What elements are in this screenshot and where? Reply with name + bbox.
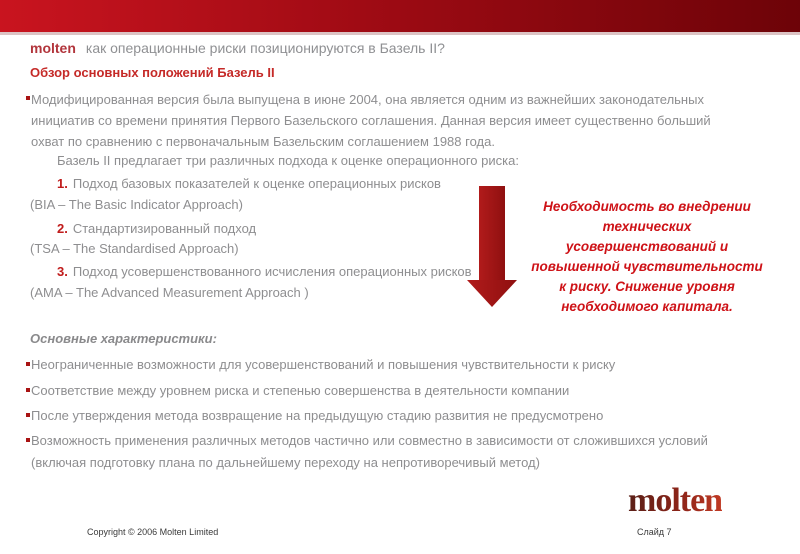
approach-name: Подход базовых показателей к оценке операционных рисков (72, 176, 441, 191)
callout-line: Необходимость во внедрении (543, 199, 751, 214)
characteristic-item: После утверждения метода возвращение на предыдущую стадию развития не предусмотрено (31, 405, 749, 427)
slide-number: Слайд 7 (637, 527, 672, 537)
callout-line: к риску. Снижение уровня (559, 279, 735, 294)
callout-line: необходимого капитала. (561, 299, 733, 314)
callout-text (510, 197, 784, 317)
header-bar (0, 0, 800, 32)
approach-abbr-3: (AMA – The Advanced Measurement Approach ) (30, 285, 309, 300)
copyright-text: Copyright © 2006 Molten Limited (87, 527, 219, 537)
molten-logo: molten (628, 482, 723, 519)
characteristic-item: Неограниченные возможности для усовершенствований и повышения чувствительности к риску (31, 354, 749, 376)
approach-abbr-1: (BIA – The Basic Indicator Approach) (30, 197, 243, 212)
approaches-lead: Базель II предлагает три различных подхода к оценке операционного риска: (57, 153, 519, 168)
brand-name: molten (30, 40, 76, 56)
callout-line: технических (602, 219, 692, 234)
approach-name: Подход усовершенствованного исчисления операционных рисков (72, 264, 472, 279)
characteristic-item: Соответствие между уровнем риска и степенью совершенства в деятельности компании (31, 380, 749, 402)
callout-line: усовершенствований и (565, 239, 729, 254)
approach-number: 1. (57, 176, 68, 191)
characteristic-item: Возможность применения различных методов частично или совместно в зависимости от сложившихся условий (включая подготовку плана по дальнейшему переходу на непротиворечивый метод) (31, 430, 749, 474)
approach-item-3 (57, 264, 472, 279)
approach-abbr-2: (TSA – The Standardised Approach) (30, 241, 239, 256)
approach-number: 2. (57, 221, 68, 236)
approach-name: Стандартизированный подход (72, 221, 257, 236)
approach-number: 3. (57, 264, 68, 279)
header-bar-underline (0, 32, 800, 35)
overview-heading: Обзор основных положений Базель II (30, 65, 275, 80)
approach-item-1 (57, 176, 441, 191)
callout-line: повышенной чувствительности (531, 259, 763, 274)
approach-item-2 (57, 221, 256, 236)
slide-title-text: как операционные риски позиционируются в Базель II? (85, 40, 445, 56)
slide-title (30, 40, 445, 56)
intro-paragraph: Модифицированная версия была выпущена в июне 2004, она является одним из важнейших законодательных инициатив со времени принятия Первого Базельского соглашения. Данная версия имеет существенно больший охват по сравнению с первоначальным Базельским соглашением 1988 года. (31, 89, 747, 152)
characteristics-heading: Основные характеристики: (30, 331, 217, 346)
